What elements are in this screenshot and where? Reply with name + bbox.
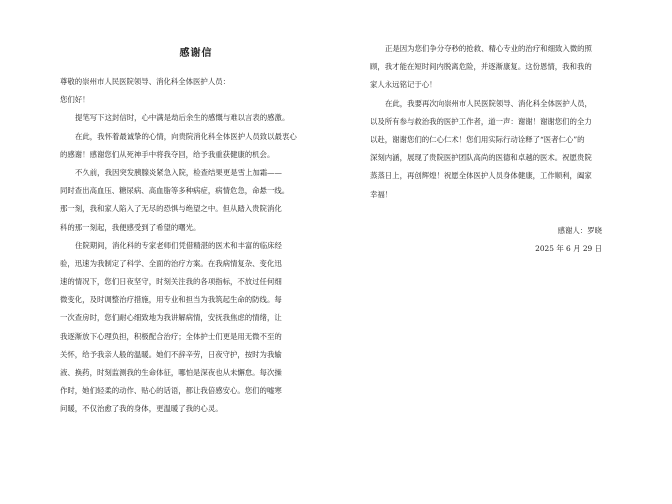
letter-title: 感谢信 <box>179 48 213 59</box>
signer: 感谢人：罗晓 <box>557 225 602 235</box>
body-line: 住院期间，消化科的专家老师们凭借精湛的医术和丰富的临床经 <box>75 240 282 250</box>
salutation: 尊敬的崇州市人民医院领导、消化科全体医护人员： <box>60 77 230 86</box>
body-line: 以赴，谢谢您们的仁心仁术！您们用实际行动诠释了“医者仁心”的 <box>370 134 585 144</box>
letter-date: 2025 年 6 月 29 日 <box>535 244 602 254</box>
greeting: 您们好！ <box>60 95 90 105</box>
body-line: 提笔写下这封信时，心中满是劫后余生的感慨与难以言表的感激。 <box>75 113 290 123</box>
body-line: 验，迅速为我制定了科学、全面的治疗方案。在我病情复杂、变化迅 <box>60 258 282 268</box>
body-line: 在此，我怀着最诚挚的心情，向贵院消化科全体医护人员致以最衷心 <box>75 131 297 141</box>
body-line: 深刻内涵，展现了贵院医护团队高尚的医德和卓越的医术。祝愿贵院 <box>370 153 592 163</box>
body-line: 液、换药，时刻监测我的生命体征，哪怕是深夜也从未懈怠。每次操 <box>60 368 282 377</box>
body-line: 我逐渐放下心理负担，积极配合治疗；全体护士们更是用无微不至的 <box>60 331 282 341</box>
body-line: 微变化，及时调整治疗措施，用专业和担当为我筑起生命的防线。每 <box>60 295 282 305</box>
body-line: 问暖，不仅治愈了我的身体，更温暖了我的心灵。 <box>60 404 223 414</box>
body-line: 科的那一刻起，我便感受到了希望的曙光。 <box>60 222 201 232</box>
body-line: 幸福！ <box>370 189 393 199</box>
body-line: 在此，我要再次向崇州市人民医院领导、消化科全体医护人员， <box>385 98 592 108</box>
body-line: 那一刻，我和家人陷入了无尽的恐惧与绝望之中。但从踏入贵院消化 <box>60 204 282 214</box>
left-column <box>60 40 332 419</box>
body-line: 速的情况下，您们日夜坚守，时刻关注我的各项指标，不放过任何细 <box>60 277 282 287</box>
body-line: 一次查房时，您们耐心细致地为我讲解病情，安抚我焦虑的情绪，让 <box>60 313 282 323</box>
right-column <box>370 40 632 258</box>
body-line: 关怀，给予我亲人般的温暖。她们不辞辛劳，日夜守护，按时为我输 <box>60 349 282 359</box>
body-line: 蒸蒸日上，再创辉煌！祝愿全体医护人员身体健康，工作顺利，阖家 <box>370 171 592 181</box>
spacer <box>370 204 632 222</box>
body-line: 同时查出高血压、糖尿病、高血脂等多种病症，病情危急，命悬一线。 <box>60 186 290 196</box>
body-line: 顾，我才能在短时间内脱离危险，并逐渐康复。这份恩情，我和我的 <box>370 62 592 72</box>
body-line: 的感谢！感谢您们从死神手中将我夺回，给予我重获健康的机会。 <box>60 149 275 159</box>
body-line: 不久前，我因突发胰腺炎紧急入院，检查结果更是雪上加霜—— <box>75 167 282 177</box>
body-line: 正是因为您们争分夺秒的抢救、精心专业的治疗和细致入微的照 <box>385 44 592 53</box>
body-line: 以及所有参与救治我的医护工作者，道一声：谢谢！谢谢您们的全力 <box>370 116 592 126</box>
body-line: 家人永远铭记于心！ <box>370 80 437 90</box>
body-line: 作时，她们轻柔的动作、贴心的话语，都让我倍感安心。您们的嘘寒 <box>60 386 282 396</box>
